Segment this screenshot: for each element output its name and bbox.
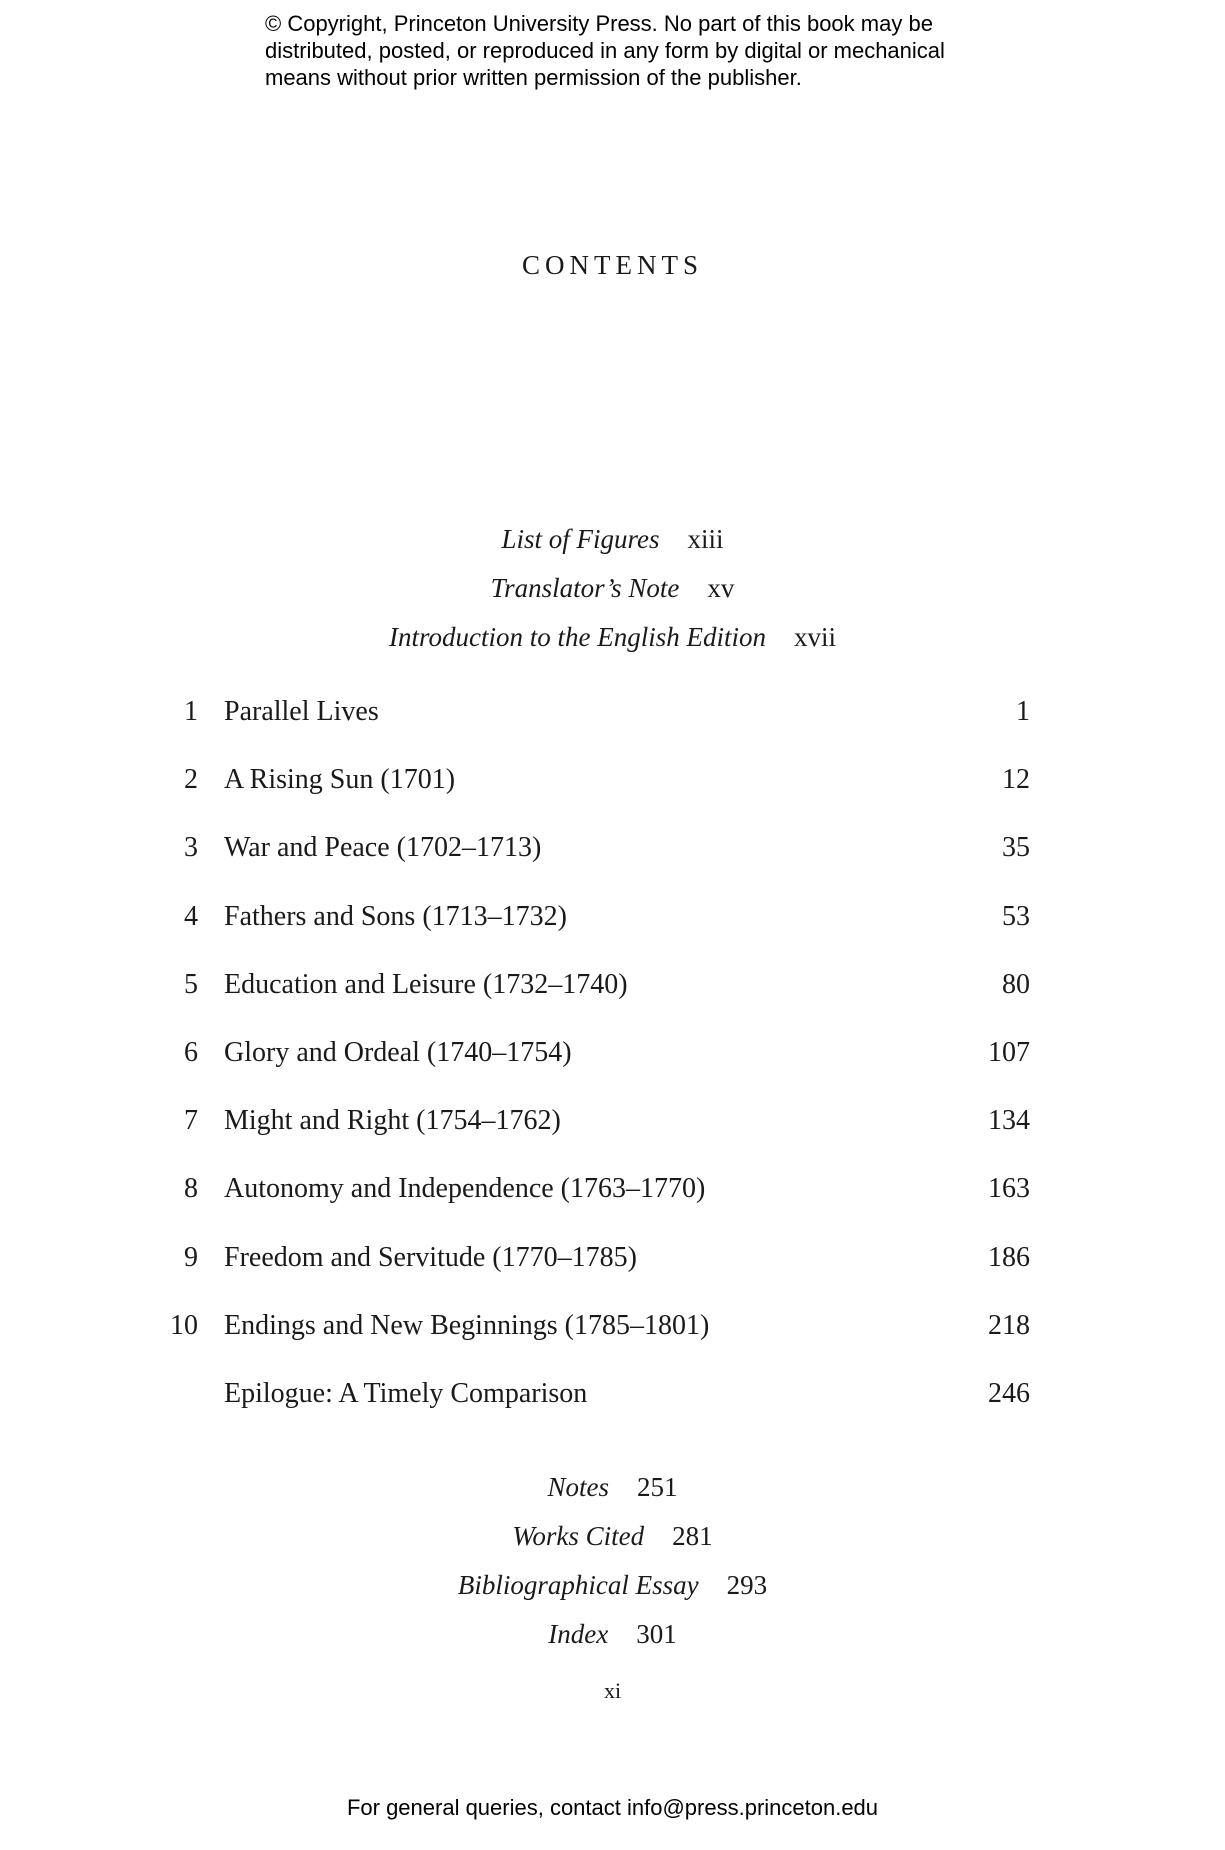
entry-page: xvii xyxy=(793,622,836,652)
entry-title: Translator’s Note xyxy=(490,573,680,603)
chapter-page: 218 xyxy=(988,1309,1030,1341)
chapter-entry[interactable] xyxy=(160,763,1030,831)
entry-page: 293 xyxy=(726,1570,768,1600)
page-folio: xi xyxy=(603,1678,622,1703)
chapter-entry[interactable] xyxy=(160,1241,1030,1309)
front-matter-list xyxy=(0,515,1225,662)
chapter-list xyxy=(160,695,1030,1445)
entry-title: Notes xyxy=(547,1472,609,1502)
chapter-title: Fathers and Sons (1713–1732) xyxy=(224,900,567,932)
contents-heading: CONTENTS xyxy=(522,250,703,280)
chapter-page: 1 xyxy=(1016,696,1030,727)
back-matter-entry[interactable] xyxy=(0,1610,1225,1659)
entry-title: Index xyxy=(548,1619,609,1649)
chapter-entry[interactable] xyxy=(160,900,1030,968)
chapter-entry[interactable] xyxy=(160,1172,1030,1240)
copyright-notice: © Copyright, Princeton University Press. No part of this book may be distributed, posted, or reproduced in any form by digital or mechanical means without prior written permission of the publisher. xyxy=(265,11,945,90)
chapter-title: Autonomy and Independence (1763–1770) xyxy=(224,1173,706,1205)
chapter-entry[interactable] xyxy=(160,831,1030,899)
chapter-page: 107 xyxy=(988,1036,1030,1068)
chapter-title: A Rising Sun (1701) xyxy=(224,764,456,796)
chapter-entry[interactable] xyxy=(160,1309,1030,1377)
chapter-title: Epilogue: A Timely Comparison xyxy=(224,1377,588,1409)
chapter-page: 53 xyxy=(1002,900,1030,932)
chapter-number: 8 xyxy=(184,1173,198,1205)
front-matter-entry[interactable] xyxy=(0,564,1225,613)
chapter-number: 7 xyxy=(184,1105,198,1137)
front-matter-entry[interactable] xyxy=(0,515,1225,564)
chapter-entry[interactable] xyxy=(160,1036,1030,1104)
chapter-page: 35 xyxy=(1002,832,1030,864)
chapter-title: Freedom and Servitude (1770–1785) xyxy=(224,1241,637,1273)
chapter-page: 186 xyxy=(988,1241,1030,1273)
entry-page: 301 xyxy=(636,1619,677,1649)
chapter-title: Endings and New Beginnings (1785–1801) xyxy=(224,1309,710,1341)
chapter-number: 2 xyxy=(184,764,198,796)
chapter-number: 10 xyxy=(170,1309,198,1341)
entry-title: Bibliographical Essay xyxy=(457,1570,699,1600)
back-matter-entry[interactable] xyxy=(0,1463,1225,1512)
chapter-number: 6 xyxy=(184,1036,198,1068)
back-matter-entry[interactable] xyxy=(0,1512,1225,1561)
chapter-page: 80 xyxy=(1002,968,1030,1000)
chapter-entry[interactable] xyxy=(160,1104,1030,1172)
chapter-number: 5 xyxy=(184,968,198,1000)
chapter-entry[interactable] xyxy=(160,968,1030,1036)
entry-page: 281 xyxy=(672,1521,713,1551)
back-matter-entry[interactable] xyxy=(0,1561,1225,1610)
chapter-page: 246 xyxy=(988,1377,1030,1409)
back-matter-list xyxy=(0,1463,1225,1659)
entry-page: xiii xyxy=(687,524,724,554)
chapter-number: 9 xyxy=(184,1241,198,1273)
chapter-page: 163 xyxy=(988,1173,1030,1205)
chapter-entry[interactable] xyxy=(160,695,1030,763)
chapter-page: 12 xyxy=(1002,764,1030,796)
chapter-title: War and Peace (1702–1713) xyxy=(224,832,542,864)
chapter-title: Might and Right (1754–1762) xyxy=(224,1105,561,1137)
chapter-number: 4 xyxy=(184,900,198,932)
chapter-title: Parallel Lives xyxy=(224,696,379,727)
chapter-entry[interactable] xyxy=(160,1377,1030,1445)
chapter-title: Glory and Ordeal (1740–1754) xyxy=(224,1036,572,1068)
front-matter-entry[interactable] xyxy=(0,613,1225,662)
entry-title: Works Cited xyxy=(512,1521,645,1551)
chapter-number: 1 xyxy=(184,696,198,727)
chapter-number: 3 xyxy=(184,832,198,864)
chapter-title: Education and Leisure (1732–1740) xyxy=(224,968,628,1000)
entry-title: Introduction to the English Edition xyxy=(389,622,766,652)
entry-page: xv xyxy=(707,573,735,603)
entry-page: 251 xyxy=(637,1472,678,1502)
entry-title: List of Figures xyxy=(501,524,660,554)
chapter-page: 134 xyxy=(988,1105,1030,1137)
footer-contact: For general queries, contact info@press.princeton.edu xyxy=(346,1795,879,1820)
